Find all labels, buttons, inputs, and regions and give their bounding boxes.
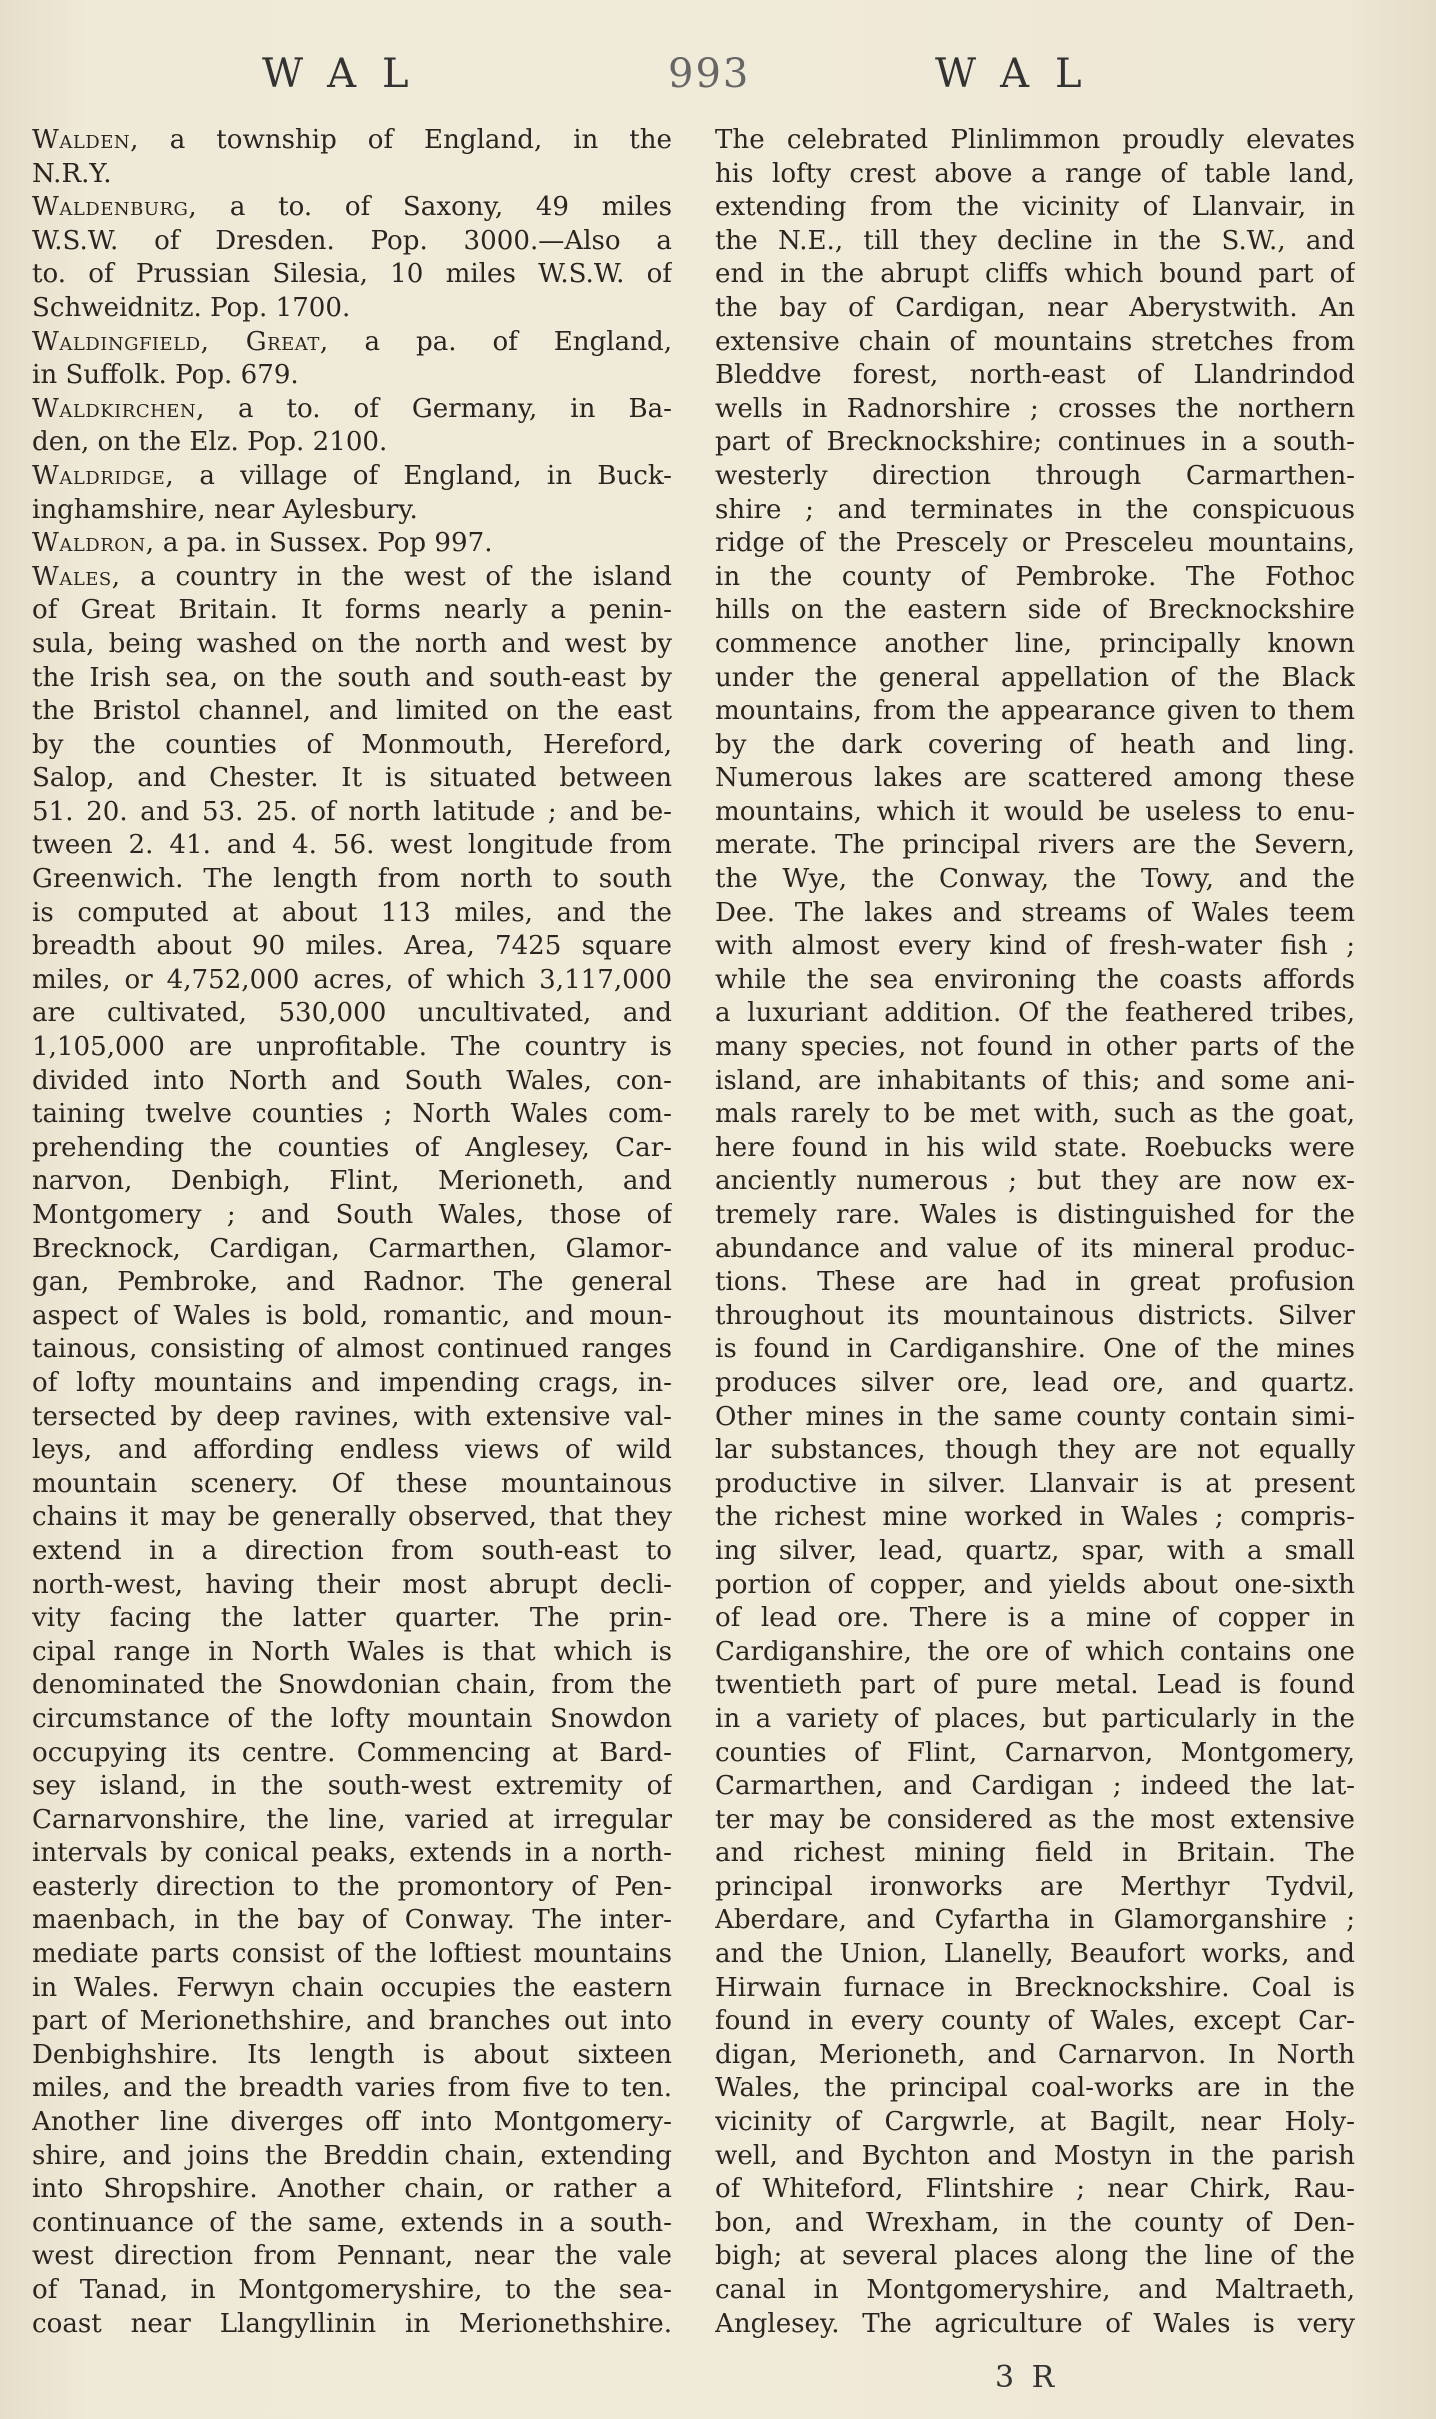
text-line xyxy=(715,2005,1355,2039)
line-text: mountains, from the appearance given to them xyxy=(715,696,1355,727)
line-text: mals rarely to be met with, such as the goat, xyxy=(715,1099,1355,1130)
text-line xyxy=(715,292,1355,326)
line-text: mountain scenery. Of these mountainous xyxy=(32,1468,672,1499)
text-line xyxy=(715,426,1355,460)
line-text: mediate parts consist of the loftiest mountains xyxy=(32,1939,672,1970)
line-text: a township of England, in the xyxy=(138,125,672,155)
text-line xyxy=(32,2240,672,2274)
text-line xyxy=(715,1602,1355,1636)
line-text: extend in a direction from south-east to xyxy=(32,1535,672,1566)
line-text: are cultivated, 530,000 uncultivated, and xyxy=(32,998,672,1029)
line-text: part of Merionethshire, and branches out into xyxy=(32,2006,672,2037)
line-text: mountains, which it would be useless to enu- xyxy=(715,796,1355,827)
text-line xyxy=(32,897,672,931)
line-text: tween 2. 41. and 4. 56. west longitude from xyxy=(32,830,672,861)
text-line xyxy=(715,762,1355,796)
line-text: Another line diverges off into Montgomery- xyxy=(32,2107,672,2138)
line-text: sula, being washed on the north and west by xyxy=(32,628,672,659)
entry-headword: Walden, xyxy=(32,125,139,155)
line-text: ridge of the Prescely or Presceleu mountains, xyxy=(715,528,1355,559)
text-line xyxy=(715,2274,1355,2308)
line-text: Other mines in the same county contain simi- xyxy=(715,1401,1355,1432)
line-text: Anglesey. The agriculture of Wales is very xyxy=(715,2308,1355,2339)
text-line xyxy=(32,1636,672,1670)
line-text: ter may be considered as the most extensive xyxy=(715,1804,1355,1835)
text-line xyxy=(715,897,1355,931)
text-line xyxy=(715,1569,1355,1603)
text-line xyxy=(32,1770,672,1804)
text-line xyxy=(32,2005,672,2039)
line-text: Cardiganshire, the ore of which contains one xyxy=(715,1636,1355,1667)
line-text: coast near Llangyllinin in Merionethshire. xyxy=(32,2308,672,2339)
text-line xyxy=(715,1233,1355,1267)
text-line xyxy=(715,1770,1355,1804)
text-line xyxy=(32,158,672,192)
text-line xyxy=(715,1199,1355,1233)
entry-headword: Waldridge, xyxy=(32,460,175,491)
line-text: the bay of Cardigan, near Aberystwith. An xyxy=(715,292,1355,323)
line-text: shire, and joins the Breddin chain, extending xyxy=(32,2140,672,2171)
text-line xyxy=(32,1804,672,1838)
line-text: W.S.W. of Dresden. Pop. 3000.—Also a xyxy=(32,225,672,256)
text-line xyxy=(32,863,672,897)
line-text: is found in Cardiganshire. One of the mines xyxy=(715,1334,1355,1365)
text-line xyxy=(32,1300,672,1334)
line-text: a pa. in Sussex. Pop 997. xyxy=(154,528,493,559)
line-text: Brecknock, Cardigan, Carmarthen, Glamor- xyxy=(32,1233,672,1264)
text-line xyxy=(715,158,1355,192)
entry-headword: Waldron, xyxy=(32,528,155,559)
text-line xyxy=(32,695,672,729)
line-text: gan, Pembroke, and Radnor. The general xyxy=(32,1267,672,1298)
line-text: the Wye, the Conway, the Towy, and the xyxy=(715,864,1355,895)
text-line xyxy=(715,2072,1355,2106)
line-text: 1,105,000 are unprofitable. The country is xyxy=(32,1032,672,1063)
text-line xyxy=(32,1569,672,1603)
line-text: his lofty crest above a range of table land, xyxy=(715,158,1355,189)
text-line xyxy=(715,662,1355,696)
text-line xyxy=(32,1669,672,1703)
line-text: a to. of Saxony, 49 miles xyxy=(197,192,672,223)
text-line xyxy=(32,997,672,1031)
line-text: wells in Radnorshire ; crosses the northern xyxy=(715,393,1355,424)
text-line xyxy=(32,930,672,964)
text-line xyxy=(715,2039,1355,2073)
line-text: inghamshire, near Aylesbury. xyxy=(32,494,418,525)
line-text: twentieth part of pure metal. Lead is found xyxy=(715,1670,1355,1701)
text-line xyxy=(715,460,1355,494)
line-text: Greenwich. The length from north to south xyxy=(32,864,672,895)
line-text: end in the abrupt cliffs which bound part of xyxy=(715,259,1355,290)
line-text: extensive chain of mountains stretches from xyxy=(715,326,1355,357)
text-line xyxy=(32,2140,672,2174)
line-text: a village of England, in Buck- xyxy=(174,460,672,491)
text-line xyxy=(32,1938,672,1972)
running-head-left: WAL xyxy=(262,51,435,97)
line-text: productive in silver. Llanvair is at present xyxy=(715,1468,1355,1499)
line-text: aspect of Wales is bold, romantic, and moun- xyxy=(32,1300,672,1331)
line-text: canal in Montgomeryshire, and Maltraeth, xyxy=(715,2275,1355,2305)
line-text: a luxuriant addition. Of the feathered tribes, xyxy=(715,998,1355,1029)
line-text: occupying its centre. Commencing at Bard- xyxy=(32,1737,672,1768)
line-text: the Bristol channel, and limited on the east xyxy=(32,696,672,727)
text-line xyxy=(715,1871,1355,1905)
line-text: is computed at about 113 miles, and the xyxy=(32,897,672,928)
line-text: Carnarvonshire, the line, varied at irregular xyxy=(32,1804,672,1835)
text-line xyxy=(32,1401,672,1435)
line-text: westerly direction through Carmarthen- xyxy=(715,460,1355,491)
entry-headword: Waldingfield, Great, xyxy=(32,326,329,357)
left-column xyxy=(32,124,672,2341)
line-text: The celebrated Plinlimmon proudly elevates xyxy=(715,125,1355,155)
text-line xyxy=(715,594,1355,628)
text-line xyxy=(715,1132,1355,1166)
text-line xyxy=(715,1737,1355,1771)
text-line xyxy=(32,191,672,225)
text-line xyxy=(32,1199,672,1233)
right-column xyxy=(715,124,1355,2341)
text-line xyxy=(32,1501,672,1535)
text-line xyxy=(715,1065,1355,1099)
line-text: the N.E., till they decline in the S.W., and xyxy=(715,225,1355,256)
line-text: north-west, having their most abrupt decli- xyxy=(32,1569,672,1600)
line-text: circumstance of the lofty mountain Snowdon xyxy=(32,1703,672,1734)
text-line xyxy=(32,1535,672,1569)
line-text: abundance and value of its mineral produc- xyxy=(715,1233,1355,1264)
text-line xyxy=(32,662,672,696)
line-text: miles, and the breadth varies from five to ten. xyxy=(32,2073,672,2104)
text-line xyxy=(32,1972,672,2006)
line-text: breadth about 90 miles. Area, 7425 square xyxy=(32,931,672,962)
text-line xyxy=(32,2274,672,2308)
line-text: in a variety of places, but particularly in the xyxy=(715,1703,1355,1734)
line-text: anciently numerous ; but they are now ex- xyxy=(715,1166,1355,1197)
text-line xyxy=(715,1098,1355,1132)
text-line xyxy=(715,829,1355,863)
line-text: miles, or 4,752,000 acres, of which 3,117,000 xyxy=(32,964,672,995)
text-line xyxy=(32,729,672,763)
line-text: Wales, the principal coal-works are in the xyxy=(715,2073,1355,2104)
entry-headword: Waldkirchen, xyxy=(32,393,205,424)
text-line xyxy=(32,1132,672,1166)
text-line xyxy=(32,527,672,561)
line-text: island, are inhabitants of this; and some ani- xyxy=(715,1065,1355,1096)
line-text: Salop, and Chester. It is situated between xyxy=(32,763,672,794)
line-text: chains it may be generally observed, that they xyxy=(32,1502,672,1533)
text-line xyxy=(32,1871,672,1905)
text-line xyxy=(715,1972,1355,2006)
line-text: easterly direction to the promontory of Pen- xyxy=(32,1871,672,1902)
line-text: lar substances, though they are not equally xyxy=(715,1435,1355,1466)
text-line xyxy=(32,393,672,427)
line-text: leys, and affording endless views of wild xyxy=(32,1435,672,1466)
text-line xyxy=(715,2140,1355,2174)
line-text: bigh; at several places along the line of the xyxy=(715,2241,1355,2272)
line-text: maenbach, in the bay of Conway. The inter- xyxy=(32,1905,672,1936)
line-text: of Whiteford, Flintshire ; near Chirk, Rau- xyxy=(715,2174,1355,2205)
text-line xyxy=(32,964,672,998)
text-line xyxy=(715,695,1355,729)
text-line xyxy=(715,2173,1355,2207)
text-line xyxy=(32,829,672,863)
text-line xyxy=(715,1266,1355,1300)
text-line xyxy=(32,1031,672,1065)
text-line xyxy=(715,1300,1355,1334)
text-line xyxy=(32,1266,672,1300)
line-text: ing silver, lead, quartz, spar, with a small xyxy=(715,1535,1355,1566)
text-line xyxy=(32,1837,672,1871)
text-line xyxy=(715,1165,1355,1199)
text-line xyxy=(32,1468,672,1502)
text-line xyxy=(32,1904,672,1938)
text-line xyxy=(715,1535,1355,1569)
entry-headword: Waldenburg, xyxy=(32,192,198,223)
line-text: a country in the west of the island xyxy=(120,561,672,592)
text-line xyxy=(32,292,672,326)
line-text: west direction from Pennant, near the vale xyxy=(32,2241,672,2272)
line-text: Hirwain furnace in Brecknockshire. Coal is xyxy=(715,1972,1355,2003)
text-line xyxy=(32,1333,672,1367)
line-text: under the general appellation of the Black xyxy=(715,662,1355,693)
running-head-right: WAL xyxy=(935,51,1108,97)
line-text: digan, Merioneth, and Carnarvon. In North xyxy=(715,2039,1355,2070)
line-text: Numerous lakes are scattered among these xyxy=(715,763,1355,794)
text-line xyxy=(715,2240,1355,2274)
line-text: shire ; and terminates in the conspicuous xyxy=(715,494,1355,525)
text-line xyxy=(715,359,1355,393)
line-text: found in every county of Wales, except Car- xyxy=(715,2006,1355,2037)
line-text: narvon, Denbigh, Flint, Merioneth, and xyxy=(32,1166,672,1197)
text-line xyxy=(715,1031,1355,1065)
line-text: Schweidnitz. Pop. 1700. xyxy=(32,292,351,323)
text-line xyxy=(32,1434,672,1468)
line-text: well, and Bychton and Mostyn in the parish xyxy=(715,2140,1355,2171)
text-line xyxy=(32,1233,672,1267)
text-line xyxy=(32,1065,672,1099)
text-line xyxy=(715,191,1355,225)
line-text: here found in his wild state. Roebucks were xyxy=(715,1132,1355,1163)
line-text: in Suffolk. Pop. 679. xyxy=(32,360,299,391)
text-line xyxy=(715,1636,1355,1670)
text-line xyxy=(715,1904,1355,1938)
line-text: many species, not found in other parts of the xyxy=(715,1032,1355,1063)
line-text: principal ironworks are Merthyr Tydvil, xyxy=(715,1871,1355,1902)
text-line xyxy=(715,628,1355,662)
text-line xyxy=(32,460,672,494)
line-text: of lofty mountains and impending crags, in- xyxy=(32,1367,672,1398)
text-line xyxy=(715,1703,1355,1737)
line-text: Carmarthen, and Cardigan ; indeed the lat- xyxy=(715,1771,1355,1802)
text-line xyxy=(32,1602,672,1636)
line-text: N.R.Y. xyxy=(32,158,112,189)
text-line xyxy=(32,1367,672,1401)
line-text: with almost every kind of fresh-water fish ; xyxy=(715,931,1355,962)
text-line xyxy=(32,1703,672,1737)
text-line xyxy=(715,561,1355,595)
line-text: a pa. of England, xyxy=(328,326,672,357)
text-line xyxy=(715,1501,1355,1535)
line-text: by the dark covering of heath and ling. xyxy=(715,729,1355,760)
line-text: cipal range in North Wales is that which is xyxy=(32,1636,672,1667)
text-line xyxy=(715,1804,1355,1838)
text-line xyxy=(715,326,1355,360)
text-line xyxy=(715,1367,1355,1401)
line-text: tions. These are had in great profusion xyxy=(715,1267,1355,1298)
text-line xyxy=(32,225,672,259)
text-line xyxy=(715,258,1355,292)
text-line xyxy=(32,2308,672,2342)
line-text: Denbighshire. Its length is about sixteen xyxy=(32,2039,672,2070)
text-line xyxy=(715,964,1355,998)
text-line xyxy=(715,2308,1355,2342)
text-line xyxy=(32,2173,672,2207)
line-text: part of Brecknockshire; continues in a south- xyxy=(715,427,1355,458)
text-line xyxy=(32,326,672,360)
line-text: while the sea environing the coasts affords xyxy=(715,964,1355,995)
line-text: of Great Britain. It forms nearly a penin- xyxy=(32,595,672,626)
line-text: commence another line, principally known xyxy=(715,628,1355,659)
text-line xyxy=(715,1401,1355,1435)
line-text: intervals by conical peaks, extends in a north- xyxy=(32,1838,672,1869)
page-number: 993 xyxy=(668,51,751,97)
text-line xyxy=(715,863,1355,897)
text-line xyxy=(715,393,1355,427)
text-line xyxy=(715,1434,1355,1468)
line-text: denominated the Snowdonian chain, from the xyxy=(32,1670,672,1701)
line-text: and the Union, Llanelly, Beaufort works, and xyxy=(715,1939,1355,1970)
entry-headword: Wales, xyxy=(32,561,121,592)
line-text: extending from the vicinity of Llanvair, in xyxy=(715,192,1355,223)
text-line xyxy=(715,225,1355,259)
text-line xyxy=(715,729,1355,763)
text-line xyxy=(715,494,1355,528)
line-text: produces silver ore, lead ore, and quartz. xyxy=(715,1367,1355,1398)
text-line xyxy=(32,561,672,595)
text-line xyxy=(32,2106,672,2140)
line-text: of lead ore. There is a mine of copper in xyxy=(715,1603,1355,1634)
line-text: the richest mine worked in Wales ; compris- xyxy=(715,1502,1355,1533)
line-text: the Irish sea, on the south and south-east by xyxy=(32,662,672,693)
signature-mark: 3 R xyxy=(995,2360,1059,2395)
line-text: vicinity of Cargwrle, at Bagilt, near Holy- xyxy=(715,2107,1355,2138)
text-line xyxy=(715,1938,1355,1972)
line-text: tersected by deep ravines, with extensive val- xyxy=(32,1401,672,1432)
line-text: portion of copper, and yields about one-sixth xyxy=(715,1569,1355,1600)
text-line xyxy=(32,1737,672,1771)
text-line xyxy=(32,494,672,528)
text-line xyxy=(32,2039,672,2073)
text-line xyxy=(715,2106,1355,2140)
line-text: tainous, consisting of almost continued ranges xyxy=(32,1334,672,1365)
line-text: into Shropshire. Another chain, or rather a xyxy=(32,2174,672,2205)
text-line xyxy=(715,1333,1355,1367)
line-text: of Tanad, in Montgomeryshire, to the sea- xyxy=(32,2275,672,2305)
text-line xyxy=(32,594,672,628)
line-text: in Wales. Ferwyn chain occupies the eastern xyxy=(32,1972,672,2003)
line-text: hills on the eastern side of Brecknockshire xyxy=(715,595,1355,626)
line-text: counties of Flint, Carnarvon, Montgomery, xyxy=(715,1737,1355,1768)
line-text: den, on the Elz. Pop. 2100. xyxy=(32,427,388,458)
line-text: bon, and Wrexham, in the county of Den- xyxy=(715,2207,1355,2238)
text-line xyxy=(32,762,672,796)
text-line xyxy=(32,628,672,662)
line-text: Montgomery ; and South Wales, those of xyxy=(32,1200,672,1230)
text-line xyxy=(715,527,1355,561)
line-text: throughout its mountainous districts. Silver xyxy=(715,1300,1355,1331)
line-text: taining twelve counties ; North Wales com- xyxy=(32,1099,672,1130)
text-line xyxy=(715,796,1355,830)
line-text: divided into North and South Wales, con- xyxy=(32,1065,672,1096)
text-line xyxy=(32,359,672,393)
line-text: in the county of Pembroke. The Fothoc xyxy=(715,561,1355,592)
text-line xyxy=(32,1098,672,1132)
text-line xyxy=(715,2207,1355,2241)
text-line xyxy=(715,1468,1355,1502)
text-line xyxy=(715,124,1355,158)
text-line xyxy=(32,796,672,830)
line-text: prehending the counties of Anglesey, Car- xyxy=(32,1132,672,1163)
line-text: and richest mining field in Britain. The xyxy=(715,1838,1355,1869)
line-text: 51. 20. and 53. 25. of north latitude ; and be- xyxy=(32,796,672,827)
text-line xyxy=(32,426,672,460)
text-line xyxy=(715,1837,1355,1871)
line-text: to. of Prussian Silesia, 10 miles W.S.W. of xyxy=(32,259,672,290)
text-line xyxy=(32,1165,672,1199)
text-line xyxy=(32,124,672,158)
line-text: continuance of the same, extends in a south- xyxy=(32,2207,672,2238)
line-text: a to. of Germany, in Ba- xyxy=(204,393,672,424)
line-text: merate. The principal rivers are the Severn, xyxy=(715,830,1355,861)
text-line xyxy=(715,997,1355,1031)
line-text: vity facing the latter quarter. The prin- xyxy=(32,1603,672,1634)
text-line xyxy=(32,2072,672,2106)
line-text: Dee. The lakes and streams of Wales teem xyxy=(715,897,1355,928)
text-line xyxy=(32,258,672,292)
line-text: Bleddve forest, north-east of Llandrindod xyxy=(715,360,1355,391)
line-text: by the counties of Monmouth, Hereford, xyxy=(32,729,672,760)
line-text: Aberdare, and Cyfartha in Glamorganshire ; xyxy=(715,1905,1355,1936)
line-text: tremely rare. Wales is distinguished for the xyxy=(715,1200,1355,1230)
text-line xyxy=(32,2207,672,2241)
text-line xyxy=(715,930,1355,964)
text-line xyxy=(715,1669,1355,1703)
line-text: sey island, in the south-west extremity of xyxy=(32,1771,672,1802)
